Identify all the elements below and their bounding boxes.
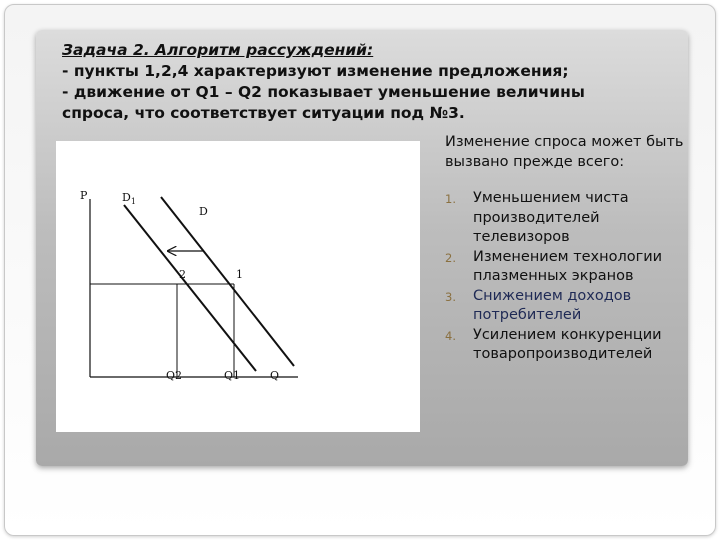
demand-curve-d1 bbox=[124, 205, 256, 371]
option-number: 2. bbox=[445, 250, 456, 265]
demand-graph bbox=[56, 141, 420, 432]
demand-curve-d bbox=[161, 197, 294, 366]
q1-tick-label: Q1 bbox=[224, 369, 241, 382]
d-curve-label: D bbox=[199, 205, 208, 218]
question-intro: Изменение спроса может быть вызвано прежде всего: bbox=[445, 134, 684, 170]
options-list bbox=[445, 189, 685, 365]
task-line-2: - движение от Q1 – Q2 показывает уменьшение величины bbox=[62, 83, 585, 101]
d1-curve-label bbox=[122, 191, 136, 206]
option-item bbox=[445, 326, 685, 365]
p-axis-label: P bbox=[80, 189, 88, 202]
demand-graph-svg bbox=[56, 141, 420, 432]
option-item bbox=[445, 287, 685, 326]
option-number: 1. bbox=[445, 192, 456, 206]
point-1-label: 1 bbox=[236, 268, 243, 281]
d1-letter: D bbox=[122, 191, 131, 204]
option-number: 4. bbox=[445, 328, 456, 343]
option-text: Уменьшением чиста производителей телевизоров bbox=[473, 190, 629, 245]
task-title: Задача 2. Алгоритм рассуждений: bbox=[62, 41, 374, 59]
task-line-3: спроса, что соответствует ситуации под №3. bbox=[62, 104, 465, 122]
option-text: Изменением технологии плазменных экранов bbox=[473, 248, 663, 284]
option-text: Усилением конкуренции товаропроизводителей bbox=[473, 326, 662, 362]
option-text: Снижением доходов потребителей bbox=[473, 287, 632, 323]
option-item bbox=[445, 248, 685, 287]
q-axis-label: Q bbox=[270, 369, 280, 382]
d1-subscript: 1 bbox=[130, 197, 136, 206]
point-2-label: 2 bbox=[179, 268, 186, 281]
task-line-1: - пункты 1,2,4 характеризуют изменение предложения; bbox=[62, 62, 569, 80]
option-number: 3. bbox=[445, 289, 456, 304]
q2-tick-label: Q2 bbox=[166, 369, 183, 382]
option-item bbox=[445, 189, 685, 248]
task-heading bbox=[62, 40, 662, 124]
question-block bbox=[445, 133, 685, 365]
